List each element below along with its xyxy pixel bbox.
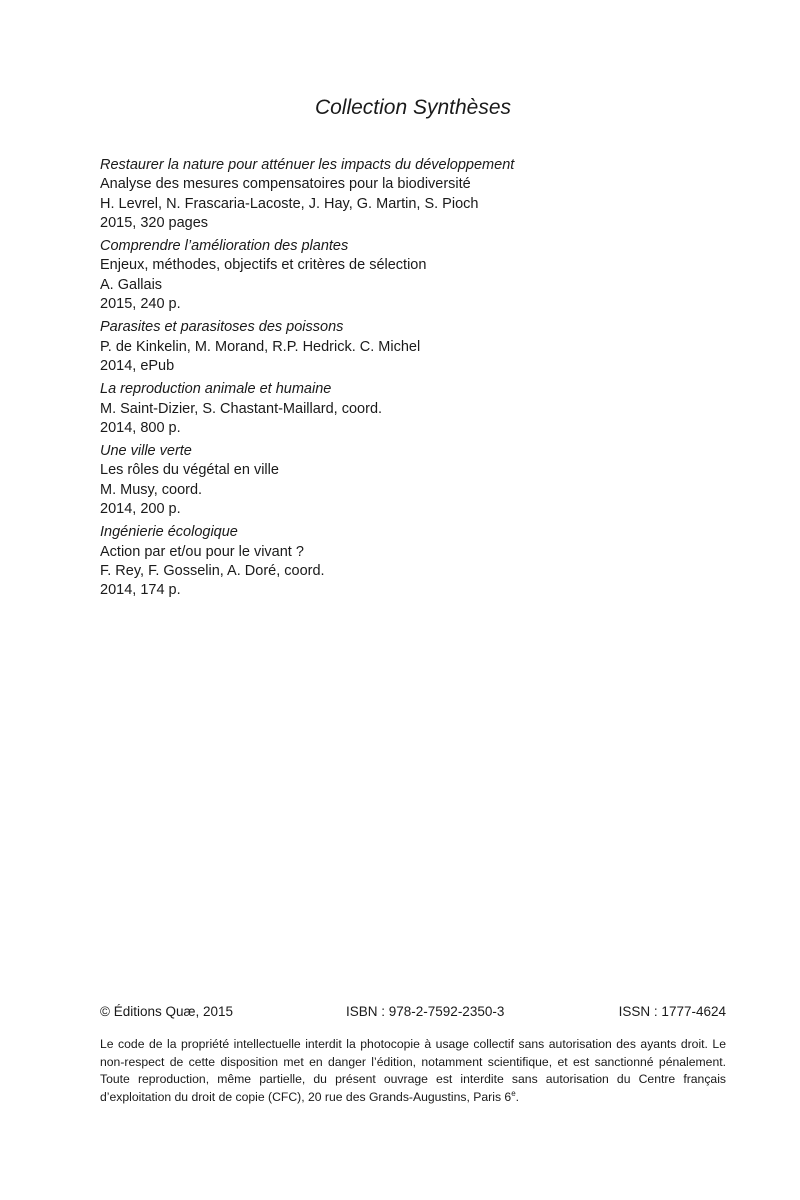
book-authors: F. Rey, F. Gosselin, A. Doré, coord. [100, 562, 325, 579]
book-details: 2014, 800 p. [100, 419, 181, 436]
book-title: Parasites et parasitoses des poissons [100, 319, 344, 336]
book-details: 2015, 320 pages [100, 214, 209, 231]
book-subtitle: Analyse des mesures compensatoires pour la biodiversité [100, 176, 471, 193]
book-details: 2014, 174 p. [100, 582, 181, 599]
legal-notice [100, 1036, 726, 1106]
book-details: 2014, 200 p. [100, 501, 181, 518]
book-details: 2014, ePub [100, 357, 175, 374]
book-entry [100, 156, 720, 233]
issn-number: ISSN : 1777-4624 [618, 1004, 726, 1019]
book-title: Ingénierie écologique [100, 524, 238, 541]
book-entry [100, 318, 720, 376]
book-title: La reproduction animale et humaine [100, 381, 332, 398]
copyright-notice: © Éditions Quæ, 2015 [100, 1004, 234, 1019]
book-title: Restaurer la nature pour atténuer les impacts du développement [100, 157, 515, 173]
legal-notice-text: Le code de la propriété intellectuelle interdit la photocopie à usage collectif sans autorisation des ayants droit. Le non-respect de cette disposition met en danger l’édition, notamment scientifique, et est sanctionné pénalement. Toute reproduction, même partielle, du présent ouvrage est interdite sans autorisation du Centre français d’exploitation du droit de copie (CFC), 20 rue des Grands-Augustins, Paris 6 [100, 1037, 726, 1104]
book-entry [100, 237, 720, 314]
legal-notice-superscript: e [511, 1088, 516, 1098]
book-entry [100, 380, 720, 438]
book-details: 2015, 240 p. [100, 296, 181, 313]
collection-title: Collection Synthèses [314, 96, 512, 119]
book-subtitle: Les rôles du végétal en ville [100, 462, 279, 479]
book-authors: M. Musy, coord. [100, 481, 203, 498]
book-authors: M. Saint-Dizier, S. Chastant-Maillard, coord. [100, 400, 383, 417]
book-subtitle: Action par et/ou pour le vivant ? [100, 543, 304, 560]
book-subtitle: Enjeux, méthodes, objectifs et critères de sélection [100, 257, 427, 274]
book-title: Une ville verte [100, 443, 192, 460]
book-authors: P. de Kinkelin, M. Morand, R.P. Hedrick. C. Michel [100, 338, 421, 355]
book-title: Comprendre l’amélioration des plantes [100, 238, 349, 255]
book-entry [100, 523, 720, 600]
book-authors: H. Levrel, N. Frascaria-Lacoste, J. Hay, G. Martin, S. Pioch [100, 195, 479, 212]
book-list [100, 156, 720, 605]
book-authors: A. Gallais [100, 276, 163, 293]
legal-notice-end: . [515, 1089, 520, 1104]
isbn-number: ISBN : 978-2-7592-2350-3 [346, 1004, 505, 1019]
book-entry [100, 442, 720, 519]
